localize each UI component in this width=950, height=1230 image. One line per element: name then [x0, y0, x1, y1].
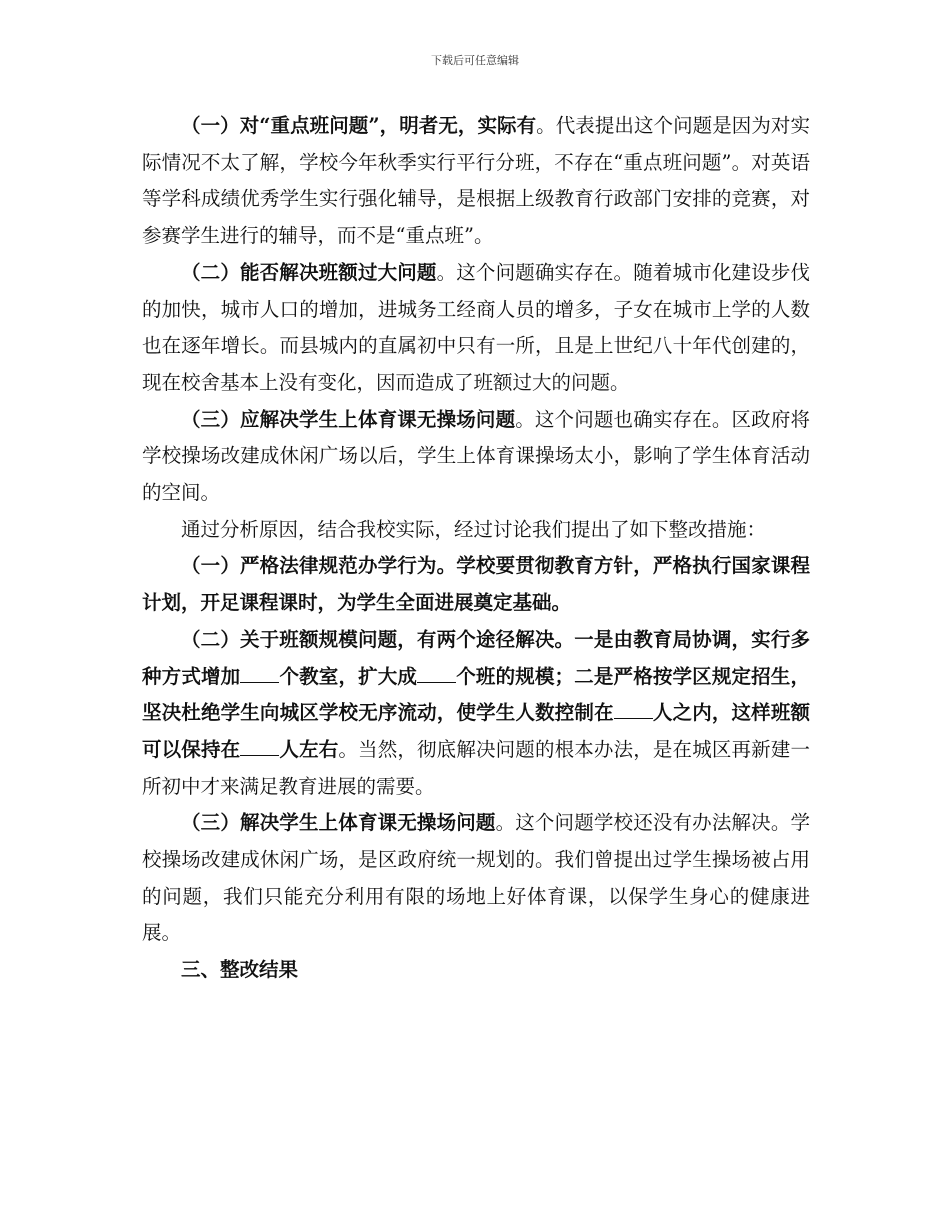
- paragraph-5: [142, 548, 810, 621]
- paragraph-8: [142, 952, 810, 989]
- paragraph-2: [142, 255, 810, 402]
- measure-2-part-5: 人左右: [279, 737, 339, 761]
- paragraph-6: [142, 622, 810, 806]
- blank-line: [240, 681, 279, 683]
- paragraph-2-text: 。这个问题确实存在。随着城市化建设步伐的加快，城市人口的增加，进城务工经商人员的增多，子女在城市上学的人数也在逐年增长。而县城内的直属初中只有一所，且是上世纪八十年代创建的，现在校舍基本上没有变化，因而造成了班额过大的问题。: [142, 260, 810, 394]
- paragraph-4-text: 通过分析原因，结合我校实际，经过讨论我们提出了如下整改措施：: [181, 517, 767, 541]
- blank-line: [240, 754, 279, 756]
- document-body: [142, 108, 810, 989]
- paragraph-1: [142, 108, 810, 255]
- paragraph-3-text: 。这个问题也确实存在。区政府将学校操场改建成休闲广场以后，学生上体育课操场太小，影响了学生体育活动的空间。: [142, 407, 810, 505]
- paragraph-1-text: 。代表提出这个问题是因为对实际情况不太了解，学校今年秋季实行平行分班，不存在“重点班问题”。对英语等学科成绩优秀学生实行强化辅导，是根据上级教育行政部门安排的竞赛，对参赛学生进行的辅导，而不是“重点班”。: [142, 114, 810, 248]
- measure-2-part-4: 人之内，这样班额可以保持在: [142, 701, 810, 761]
- measure-1: （一）严格法律规范办学行为。学校要贯彻教育方针，严格执行国家课程计划，开足课程课时，为学生全面进展奠定基础。: [142, 554, 810, 615]
- paragraph-6-text: 。当然，彻底解决问题的根本办法，是在城区再新建一所初中才来满足教育进展的需要。: [142, 737, 810, 798]
- blank-line: [417, 681, 456, 683]
- measure-2-part-3: 个班的规模；二是严格按学区规定招生，坚决杜绝学生向城区学校无序流动，使学生人数控制在: [142, 664, 810, 725]
- paragraph-4: [142, 512, 810, 549]
- heading-3: （三）应解决学生上体育课无操场问题: [181, 407, 516, 431]
- measure-3: （三）解决学生上体育课无操场问题: [181, 811, 496, 835]
- heading-1: （一）对“重点班问题”，明者无，实际有: [181, 114, 537, 137]
- heading-2: （二）能否解决班额过大问题: [181, 260, 437, 284]
- measure-2-part-1: （二）关于班额规模问题，有两个途径解决。一是由教育局协调，实行多种方式增加: [142, 627, 810, 688]
- measure-2-part-2: 个教室，扩大成: [279, 664, 418, 688]
- paragraph-7: [142, 805, 810, 952]
- paragraph-3: [142, 402, 810, 512]
- blank-line: [614, 717, 653, 719]
- section-heading: 三、整改结果: [181, 958, 299, 982]
- page-header: 下载后可任意编辑: [431, 54, 519, 67]
- paragraph-7-text: 。这个问题学校还没有办法解决。学校操场改建成休闲广场，是区政府统一规划的。我们曾提出过学生操场被占用的问题，我们只能充分利用有限的场地上好体育课，以保学生身心的健康进展。: [142, 811, 810, 945]
